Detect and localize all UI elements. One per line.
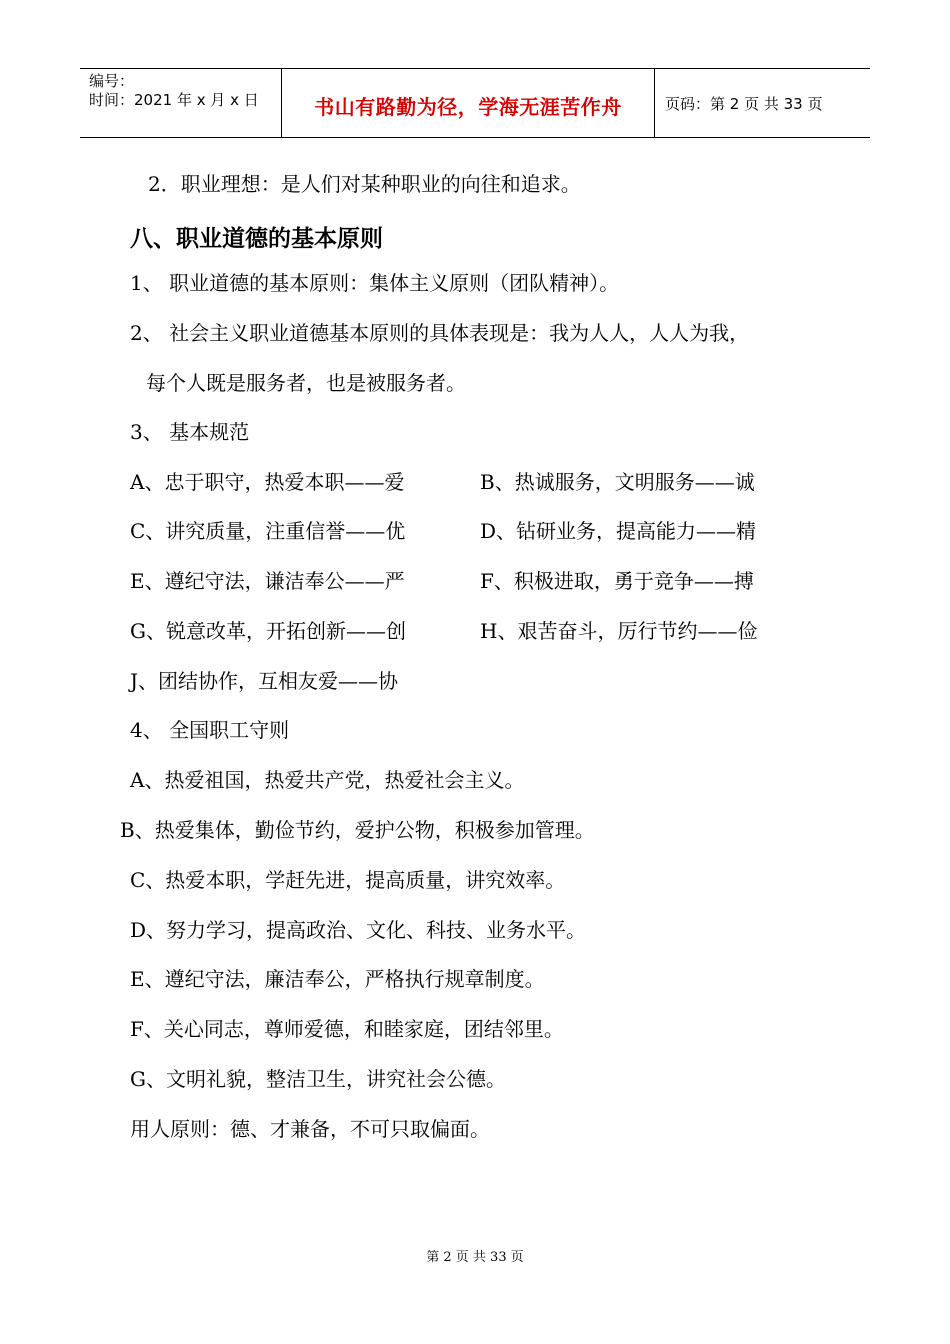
header-meta-cell [80, 69, 282, 137]
career-ideal-line: 2．职业理想：是人们对某种职业的向往和追求。 [148, 172, 581, 196]
rule-item: B、热爱集体，勤俭节约，爱护公物，积极参加管理。 [120, 818, 595, 842]
norm-j: J、团结协作，互相友爱——协 [130, 669, 399, 693]
serial-number-label: 编号： [89, 72, 135, 90]
norm-left: G、锐意改革，开拓创新——创 [130, 619, 406, 643]
norm-right: D、钻研业务，提高能力——精 [480, 519, 757, 543]
document-header [80, 68, 870, 138]
paragraph-1: 1、 职业道德的基本原则：集体主义原则（团队精神）。 [130, 271, 620, 295]
paragraph-2-line-1: 2、 社会主义职业道德基本原则的具体表现是：我为人人，人人为我， [130, 321, 750, 345]
rule-item: G、文明礼貌，整洁卫生，讲究社会公德。 [130, 1067, 506, 1091]
paragraph-3: 3、 基本规范 [130, 420, 250, 444]
section-heading: 八、职业道德的基本原则 [130, 226, 383, 252]
header-page-cell [655, 69, 870, 137]
norm-right: B、热诚服务，文明服务——诚 [480, 470, 755, 494]
norm-right: F、积极进取，勇于竞争——搏 [480, 569, 754, 593]
rule-item: F、关心同志，尊师爱德，和睦家庭，团结邻里。 [130, 1017, 564, 1041]
paragraph-4: 4、 全国职工守则 [130, 718, 290, 742]
header-motto-cell [282, 69, 655, 137]
paragraph-2-line-2: 每个人既是服务者，也是被服务者。 [146, 371, 466, 395]
norm-left: A、忠于职守，热爱本职——爱 [130, 470, 405, 494]
motto: 书山有路勤为径，学海无涯苦作舟 [314, 95, 622, 119]
date-label: 时间：2021 年 x 月 x 日 [89, 91, 259, 109]
rule-item: E、遵纪守法，廉洁奉公，严格执行规章制度。 [130, 967, 545, 991]
norm-right: H、艰苦奋斗，厉行节约——俭 [480, 619, 758, 643]
rule-item: D、努力学习，提高政治、文化、科技、业务水平。 [130, 918, 587, 942]
rule-item: C、热爱本职，学赶先进，提高质量，讲究效率。 [130, 868, 566, 892]
rule-item: A、热爱祖国，热爱共产党，热爱社会主义。 [130, 768, 525, 792]
employment-principle: 用人原则：德、才兼备，不可只取偏面。 [130, 1117, 490, 1141]
page-footer: 第 2 页 共 33 页 [426, 1250, 524, 1265]
norm-left: E、遵纪守法，谦洁奉公——严 [130, 569, 405, 593]
page-info: 页码：第 2 页 共 33 页 [665, 95, 823, 113]
norm-left: C、讲究质量，注重信誉——优 [130, 519, 406, 543]
